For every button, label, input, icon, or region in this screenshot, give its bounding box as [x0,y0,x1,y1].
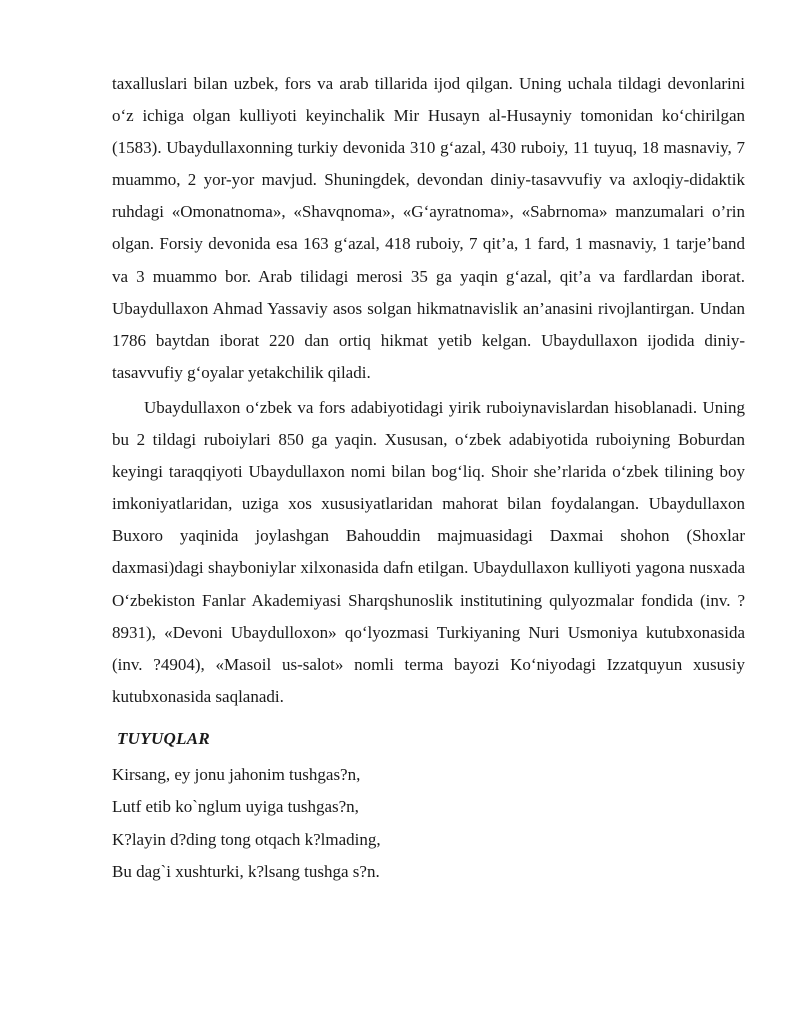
poem-line: K?layin d?ding tong otqach k?lmading, [112,829,381,849]
poem-line: Kirsang, ey jonu jahonim tushgas?n, [112,764,361,784]
body-paragraph-2: Ubaydullaxon o‘zbek va fors adabiyotidagi yirik ruboiynavislardan hisoblanadi. Uning bu 2 tildagi ruboiylari 850 ga yaqin. Xususan, o‘zbek adabiyotida ruboiyning Boburdan keyingi taraqqiyoti Ubaydullaxon nomi bilan bog‘liq. Shoir she’rlarida o‘zbek tilining boy imkoniyatlaridan, uziga xos xususiyatlaridan mahorat bilan foydalangan. Ubaydullaxon Buxoro yaqinida joylashgan Bahouddin majmuasidagi Daxmai shohon (Shoxlar daxmasi)dagi shayboniylar xilxonasida dafn etilgan. Ubaydullaxon kulliyoti yagona nusxada O‘zbekiston Fanlar Akademiyasi Sharqshunoslik institutining qulyozmalar fondida (inv. ?8931), «Devoni Ubaydulloxon» qo‘lyozmasi Turkiyaning Nuri Usmoniya kutubxonasida (inv. ?4904), «Masoil us-salot» nomli terma bayozi Ko‘niyodagi Izzatquyun xususiy kutubxonasida saqlanadi. [112,397,745,706]
section-heading: TUYUQLAR [117,728,211,748]
poem [112,759,745,889]
poem-line: Lutf etib ko`nglum uyiga tushgas?n, [112,797,359,817]
document-page [112,68,745,889]
poem-line: Bu dag`i xushturki, k?lsang tushga s?n. [112,862,380,882]
body-paragraph-1: taxalluslari bilan uzbek, fors va arab tillarida ijod qilgan. Uning uchala tildagi devonlarini o‘z ichiga olgan kulliyoti keyinchalik Mir Husayn al-Husayniy tomonidan ko‘chirilgan (1583). Ubaydullaxonning turkiy devonida 310 g‘azal, 430 ruboiy, 11 tuyuq, 18 masnaviy, 7 muammo, 2 yor-yor mavjud. Shuningdek, devondan diniy-tasavvufiy va axloqiy-didaktik ruhdagi «Omonatnoma», «Shavqnoma», «G‘ayratnoma», «Sabrnoma» manzumalari o’rin olgan. Forsiy devonida esa 163 g‘azal, 418 ruboiy, 7 qit’a, 1 fard, 1 masnaviy, 1 tarje’band va 3 muammo bor. Arab tilidagi merosi 35 ga yaqin g‘azal, qit’a va fardlardan iborat. Ubaydullaxon Ahmad Yassaviy asos solgan hikmatnavislik an’anasini rivojlantirgan. Undan 1786 baytdan iborat 220 dan ortiq hikmat yetib kelgan. Ubaydullaxon ijodida diniy-tasavvufiy g‘oyalar yetakchilik qiladi. [112,74,745,382]
